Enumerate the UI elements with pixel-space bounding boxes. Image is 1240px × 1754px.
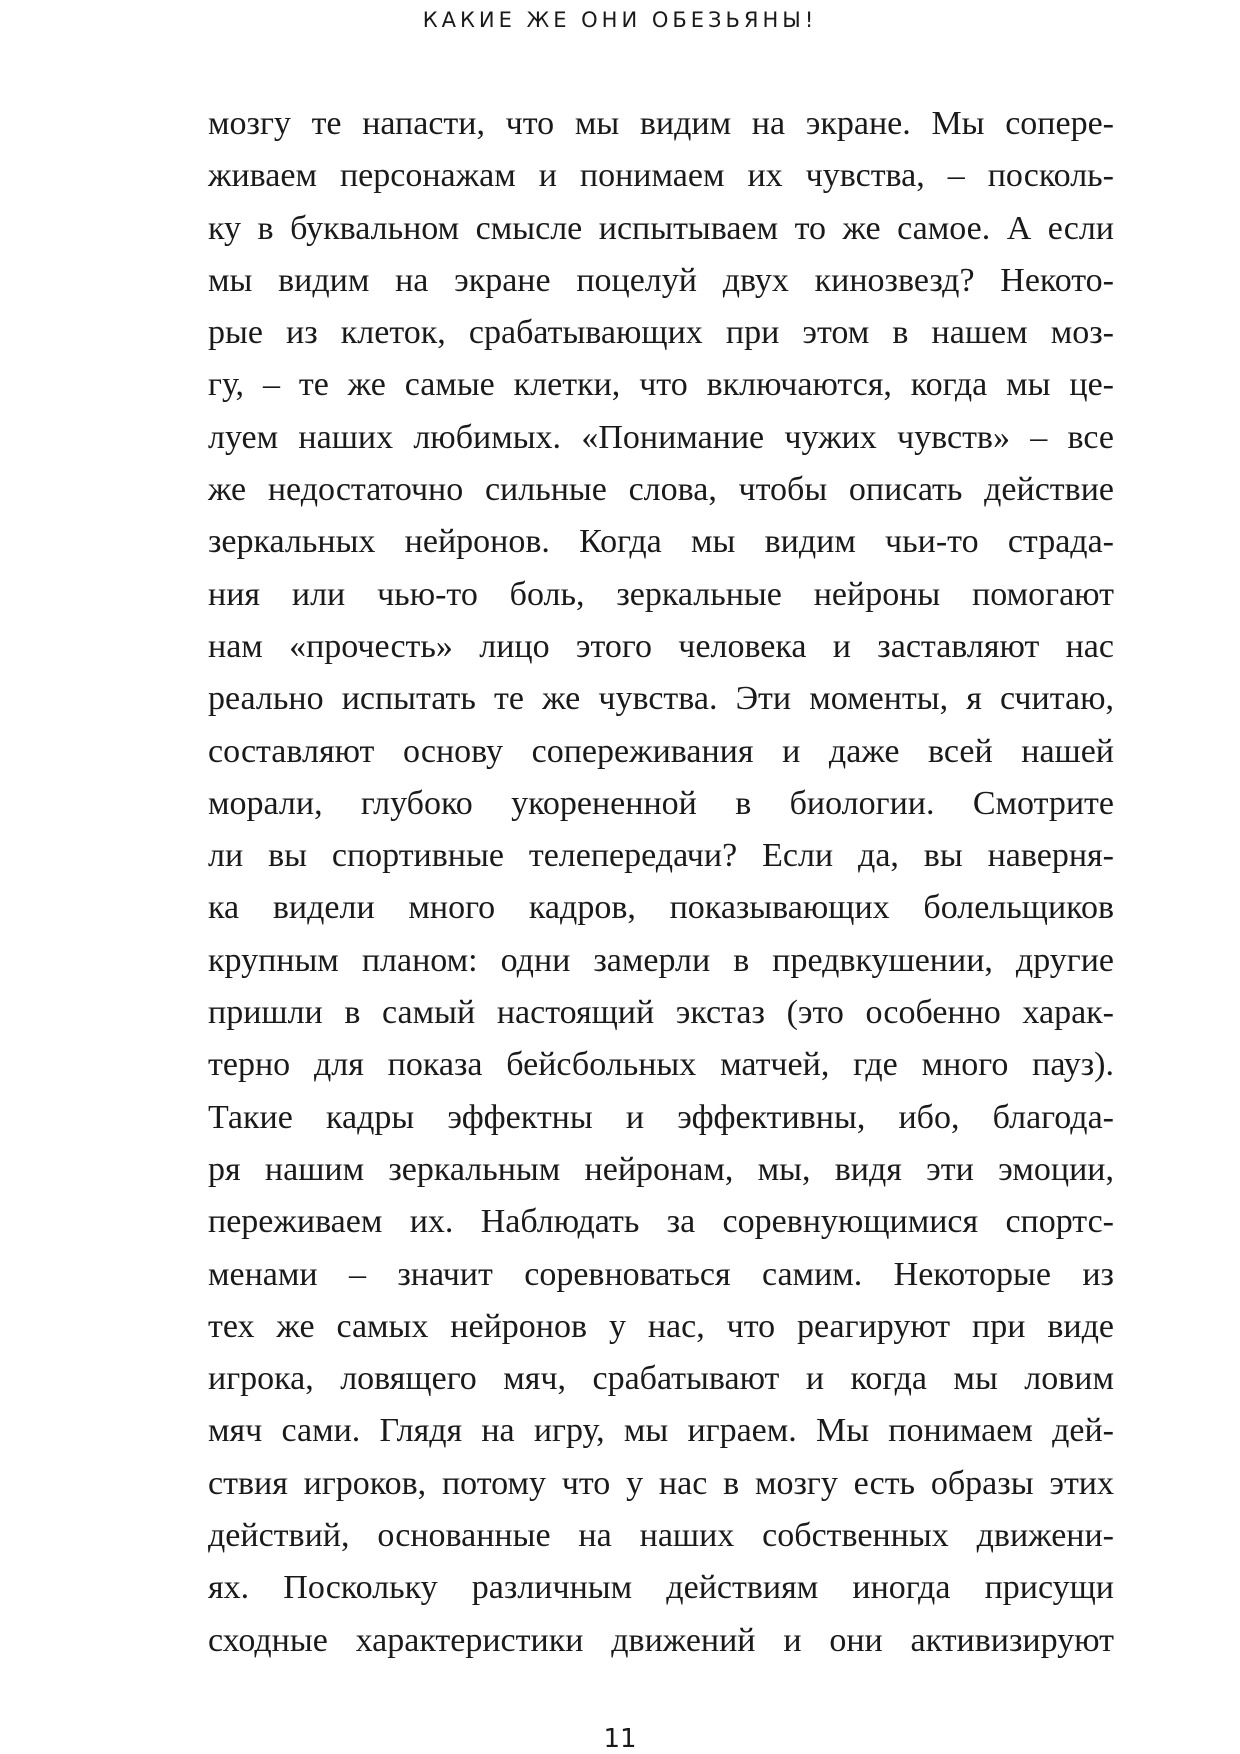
text-line: ря нашим зеркальным нейронам, мы, видя эти эмоции,	[208, 1150, 1114, 1188]
text-line: ли вы спортивные телепередачи? Если да, вы наверня-	[208, 837, 1114, 875]
text-line: терно для показа бейсбольных матчей, где много пауз).	[208, 1046, 1114, 1084]
text-line: реально испытать те же чувства. Эти моменты, я считаю,	[208, 680, 1114, 718]
text-line: же недостаточно сильные слова, чтобы описать действие	[208, 471, 1114, 509]
text-line: нам «прочесть» лицо этого человека и заставляют нас	[208, 627, 1114, 665]
text-line: луем наших любимых. «Понимание чужих чувств» – все	[208, 418, 1114, 456]
body-text	[208, 98, 1114, 1667]
text-line: живаем персонажам и понимаем их чувства, – посколь-	[208, 157, 1114, 195]
text-line: переживаем их. Наблюдать за соревнующимися спортс-	[208, 1203, 1114, 1241]
text-line: пришли в самый настоящий экстаз (это особенно харак-	[208, 994, 1114, 1032]
text-line: рые из клеток, срабатывающих при этом в нашем моз-	[208, 314, 1114, 352]
text-line: ях. Поскольку различным действиям иногда присущи	[208, 1569, 1114, 1607]
text-line: гу, – те же самые клетки, что включаются, когда мы це-	[208, 366, 1114, 404]
text-line: игрока, ловящего мяч, срабатывают и когда мы ловим	[208, 1360, 1114, 1398]
page-number: 11	[603, 1724, 637, 1754]
text-line: мы видим на экране поцелуй двух кинозвезд? Некото-	[208, 261, 1114, 299]
text-line: ку в буквальном смысле испытываем то же самое. А если	[208, 209, 1114, 247]
text-line: действий, основанные на наших собственных движени-	[208, 1517, 1114, 1555]
running-head: КАКИЕ ЖЕ ОНИ ОБЕЗЬЯНЫ!	[422, 8, 818, 32]
text-line: мозгу те напасти, что мы видим на экране. Мы сопере-	[208, 105, 1114, 142]
text-line: менами – значит соревноваться самим. Некоторые из	[208, 1255, 1114, 1293]
text-line: крупным планом: одни замерли в предвкушении, другие	[208, 941, 1114, 979]
text-line: Такие кадры эффектны и эффективны, ибо, благода-	[208, 1098, 1114, 1136]
text-line: сходные характеристики движений и они активизируют	[208, 1621, 1114, 1659]
text-line: ния или чью-то боль, зеркальные нейроны помогают	[208, 575, 1114, 613]
text-line: ка видели много кадров, показывающих болельщиков	[208, 889, 1114, 927]
text-line: составляют основу сопереживания и даже всей нашей	[208, 732, 1114, 770]
text-line: морали, глубоко укорененной в биологии. Смотрите	[208, 784, 1114, 822]
text-line: мяч сами. Глядя на игру, мы играем. Мы понимаем дей-	[208, 1412, 1114, 1450]
text-line: тех же самых нейронов у нас, что реагируют при виде	[208, 1307, 1114, 1345]
text-line: зеркальных нейронов. Когда мы видим чьи-то страда-	[208, 523, 1114, 561]
text-line: ствия игроков, потому что у нас в мозгу есть образы этих	[208, 1464, 1114, 1502]
